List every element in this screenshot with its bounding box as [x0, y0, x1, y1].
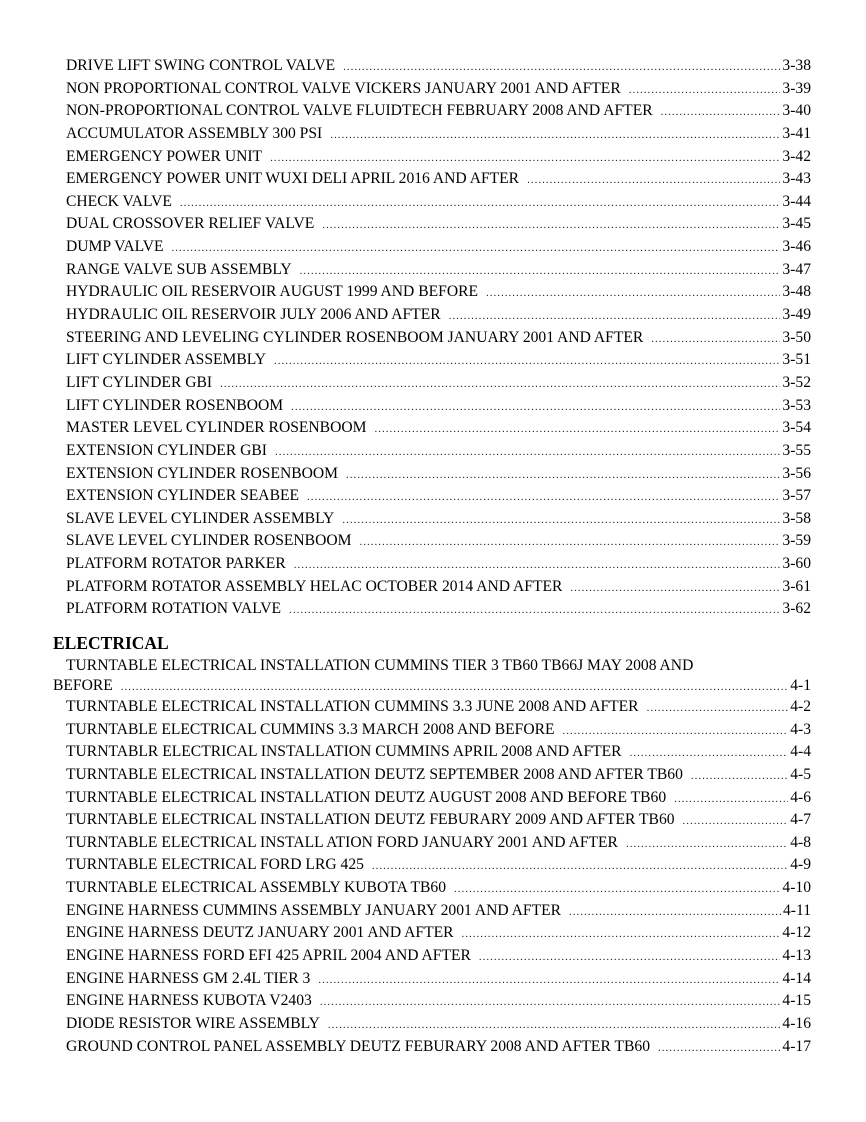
dot-leader	[658, 1037, 780, 1060]
toc-entry-title: PLATFORM ROTATOR PARKER	[66, 555, 286, 573]
toc-entry[interactable]	[66, 530, 811, 553]
toc-entry-title: EMERGENCY POWER UNIT WUXI DELI APRIL 2016 AND AFTER	[66, 170, 520, 188]
toc-entry-page: 4-16	[782, 1014, 811, 1032]
toc-entry[interactable]	[66, 372, 811, 395]
toc-entry[interactable]	[66, 945, 811, 968]
toc-entry-title: MASTER LEVEL CYLINDER ROSENBOOM	[66, 419, 367, 437]
toc-entry-page: 4-3	[790, 720, 811, 738]
toc-entry[interactable]	[66, 990, 811, 1013]
toc-entry[interactable]	[66, 55, 811, 78]
toc-entry-page: 3-40	[782, 102, 811, 120]
toc-entry-page: 3-51	[782, 351, 811, 369]
toc-entry-title: HYDRAULIC OIL RESERVOIR JULY 2006 AND AFTER	[66, 306, 441, 324]
toc-entry-title: ENGINE HARNESS KUBOTA V2403	[66, 992, 312, 1010]
toc-entry-page: 3-50	[782, 328, 811, 346]
toc-entry-page: 4-6	[790, 788, 811, 806]
dot-leader	[479, 946, 781, 969]
toc-entry-title: EXTENSION CYLINDER ROSENBOOM	[66, 464, 339, 482]
toc-entry[interactable]	[66, 440, 811, 463]
toc-entry[interactable]	[66, 146, 811, 169]
toc-entry-page: 4-8	[790, 833, 811, 851]
toc-entry[interactable]	[66, 168, 811, 191]
toc-entry-page: 3-60	[782, 555, 811, 573]
dot-leader	[626, 833, 788, 856]
dot-leader	[359, 531, 780, 554]
toc-entry-title: EMERGENCY POWER UNIT	[66, 147, 263, 165]
dot-leader	[328, 1014, 781, 1037]
toc-entry[interactable]	[66, 553, 811, 576]
toc-entry-title: DUAL CROSSOVER RELIEF VALVE	[66, 215, 315, 233]
toc-entry-title: DUMP VALVE	[66, 238, 164, 256]
toc-entry[interactable]	[66, 854, 811, 877]
toc-entry-page: 3-62	[782, 600, 811, 618]
toc-entry-page: 3-38	[782, 57, 811, 74]
toc-entry-title: TURNTABLE ELECTRICAL FORD LRG 425	[66, 856, 364, 874]
dot-leader	[270, 147, 780, 170]
toc-entry-page: 4-4	[790, 743, 811, 761]
toc-entry-page: 3-58	[782, 509, 811, 527]
toc-entry-title: TURNTABLE ELECTRICAL INSTALLATION DEUTZ SEPTEMBER 2008 AND AFTER TB60	[66, 765, 683, 783]
toc-entry-title: TURNTABLE ELECTRICAL ASSEMBLY KUBOTA TB60	[66, 879, 447, 897]
dot-leader	[291, 396, 780, 419]
dot-leader	[661, 101, 781, 124]
toc-entry[interactable]	[66, 327, 811, 350]
toc-entry-title: LIFT CYLINDER ROSENBOOM	[66, 396, 284, 414]
toc-entry-title: NON-PROPORTIONAL CONTROL VALVE FLUIDTECH FEBRUARY 2008 AND AFTER	[66, 102, 653, 120]
toc-entry-page: 3-52	[782, 373, 811, 391]
dot-leader	[570, 577, 780, 600]
toc-entry-page: 4-13	[782, 947, 811, 965]
toc-entry-page: 3-57	[782, 487, 811, 505]
dot-leader	[651, 328, 780, 351]
toc-entry-page: 4-10	[782, 879, 811, 897]
toc-entry-page: 4-2	[790, 698, 811, 715]
toc-entry-page: 4-1	[790, 677, 811, 694]
dot-leader	[629, 79, 781, 102]
toc-entry-page: 3-44	[782, 192, 811, 210]
dot-leader	[454, 878, 780, 901]
dot-leader	[220, 373, 780, 396]
dot-leader	[274, 350, 780, 373]
dot-leader	[346, 464, 780, 487]
toc-entry[interactable]	[66, 463, 811, 486]
dot-leader	[121, 677, 788, 697]
dot-leader	[307, 486, 780, 509]
toc-entry[interactable]	[66, 1036, 811, 1059]
toc-entry-title: TURNTABLE ELECTRICAL INSTALLATION CUMMINS TIER 3 TB60 TB66J MAY 2008 AND	[66, 657, 694, 674]
toc-entry-title: NON PROPORTIONAL CONTROL VALVE VICKERS JANUARY 2001 AND AFTER	[66, 79, 621, 97]
toc-entry[interactable]	[66, 696, 811, 719]
dot-leader	[569, 901, 781, 924]
toc-entry[interactable]	[66, 304, 811, 327]
toc-entry-title: SLAVE LEVEL CYLINDER ASSEMBLY	[66, 509, 335, 527]
toc-entry-page: 3-53	[782, 396, 811, 414]
dot-leader	[275, 441, 780, 464]
toc-entry[interactable]	[66, 787, 811, 810]
dot-leader	[527, 169, 780, 192]
toc-entry-title: SLAVE LEVEL CYLINDER ROSENBOOM	[66, 532, 352, 550]
toc-entry-title: ENGINE HARNESS DEUTZ JANUARY 2001 AND AFTER	[66, 924, 454, 942]
toc-entry[interactable]	[66, 764, 811, 787]
toc-entry-title: TURNTABLE ELECTRICAL INSTALLATION DEUTZ FEBURARY 2009 AND AFTER TB60	[66, 811, 675, 829]
toc-entry-page: 3-43	[782, 170, 811, 188]
toc-entry[interactable]	[66, 349, 811, 372]
toc-entry-title: LIFT CYLINDER GBI	[66, 373, 213, 391]
toc-entry-page: 3-61	[782, 577, 811, 595]
toc-entry[interactable]	[66, 485, 811, 508]
dot-leader	[563, 720, 789, 743]
dot-leader	[330, 124, 780, 147]
toc-entry-title: HYDRAULIC OIL RESERVOIR AUGUST 1999 AND BEFORE	[66, 283, 479, 301]
toc-entry-page: 4-12	[782, 924, 811, 942]
toc-entry[interactable]	[66, 508, 811, 531]
dot-leader	[172, 237, 781, 260]
toc-entry[interactable]	[66, 1013, 811, 1036]
toc-entry-page: 3-46	[782, 238, 811, 256]
toc-entry-title: DRIVE LIFT SWING CONTROL VALVE	[66, 57, 336, 74]
toc-entry[interactable]	[66, 741, 811, 764]
toc-entry-page: 3-42	[782, 147, 811, 165]
toc-entry-title: DIODE RESISTOR WIRE ASSEMBLY	[66, 1014, 320, 1032]
toc-entry-page: 4-11	[782, 901, 811, 919]
dot-leader	[691, 765, 788, 788]
dot-leader	[486, 282, 780, 305]
toc-entry-page: 4-7	[790, 811, 811, 829]
toc-entry-page: 4-17	[782, 1037, 811, 1055]
toc-entry-page: 3-54	[782, 419, 811, 437]
electrical-section-heading: ELECTRICAL	[53, 633, 169, 653]
dot-leader	[343, 56, 780, 79]
toc-entry-page: 3-47	[782, 260, 811, 278]
dot-leader	[289, 599, 780, 622]
toc-entry-page: 3-48	[782, 283, 811, 301]
toc-entry-title: EXTENSION CYLINDER GBI	[66, 441, 267, 459]
toc-entry[interactable]	[66, 236, 811, 259]
toc-entry[interactable]	[66, 719, 811, 742]
toc-entry-title: RANGE VALVE SUB ASSEMBLY	[66, 260, 292, 278]
toc-entry-page: 4-9	[790, 856, 811, 874]
toc-entry-title: ENGINE HARNESS CUMMINS ASSEMBLY JANUARY 2001 AND AFTER	[66, 901, 562, 919]
electrical-toc-list	[53, 656, 811, 1058]
toc-entry[interactable]	[53, 656, 811, 696]
toc-entry-title: TURNTABLE ELECTRICAL INSTALLATION CUMMINS 3.3 JUNE 2008 AND AFTER	[66, 698, 639, 715]
hydraulic-toc-list	[66, 55, 811, 621]
toc-entry[interactable]	[66, 832, 811, 855]
dot-leader	[318, 969, 780, 992]
dot-leader	[294, 554, 781, 577]
toc-entry-title: TURNTABLE ELECTRICAL INSTALL ATION FORD JANUARY 2001 AND AFTER	[66, 833, 618, 851]
toc-entry[interactable]	[66, 417, 811, 440]
toc-entry[interactable]	[66, 213, 811, 236]
toc-entry-page: 4-15	[782, 992, 811, 1010]
toc-entry[interactable]	[66, 900, 811, 923]
toc-entry-title: ACCUMULATOR ASSEMBLY 300 PSI	[66, 124, 323, 142]
toc-entry[interactable]	[66, 78, 811, 101]
toc-entry[interactable]	[66, 191, 811, 214]
toc-entry-title: LIFT CYLINDER ASSEMBLY	[66, 351, 267, 369]
toc-entry-page: 3-45	[782, 215, 811, 233]
toc-entry-page: 3-56	[782, 464, 811, 482]
dot-leader	[300, 260, 781, 283]
toc-entry-title: TURNTABLE ELECTRICAL CUMMINS 3.3 MARCH 2008 AND BEFORE	[66, 720, 555, 738]
toc-entry[interactable]	[66, 395, 811, 418]
toc-entry-page: 4-14	[782, 969, 811, 987]
toc-entry-title: EXTENSION CYLINDER SEABEE	[66, 487, 300, 505]
toc-entry[interactable]	[66, 576, 811, 599]
toc-entry-title-continued: BEFORE	[53, 677, 113, 694]
dot-leader	[674, 788, 788, 811]
dot-leader	[180, 192, 781, 215]
toc-entry-page: 4-5	[790, 765, 811, 783]
toc-entry[interactable]	[66, 598, 811, 621]
toc-entry-page: 3-39	[782, 79, 811, 97]
dot-leader	[320, 991, 781, 1014]
toc-entry[interactable]	[66, 877, 811, 900]
toc-entry-title: TURNTABLR ELECTRICAL INSTALLATION CUMMINS APRIL 2008 AND AFTER	[66, 743, 622, 761]
toc-entry-title: CHECK VALVE	[66, 192, 172, 210]
toc-entry-title: ENGINE HARNESS FORD EFI 425 APRIL 2004 AND AFTER	[66, 947, 471, 965]
dot-leader	[322, 214, 780, 237]
toc-entry-page: 3-59	[782, 532, 811, 550]
toc-entry-title: PLATFORM ROTATOR ASSEMBLY HELAC OCTOBER 2014 AND AFTER	[66, 577, 563, 595]
dot-leader	[342, 509, 780, 532]
toc-entry[interactable]	[66, 123, 811, 146]
toc-entry-title: PLATFORM ROTATION VALVE	[66, 600, 282, 618]
toc-entry-title: TURNTABLE ELECTRICAL INSTALLATION DEUTZ AUGUST 2008 AND BEFORE TB60	[66, 788, 667, 806]
toc-entry[interactable]	[66, 968, 811, 991]
dot-leader	[630, 742, 789, 765]
toc-entry[interactable]	[66, 259, 811, 282]
dot-leader	[372, 855, 788, 878]
toc-entry[interactable]	[66, 100, 811, 123]
dot-leader	[374, 418, 780, 441]
toc-entry-title: GROUND CONTROL PANEL ASSEMBLY DEUTZ FEBURARY 2008 AND AFTER TB60	[66, 1037, 650, 1055]
toc-entry-page: 3-41	[782, 124, 811, 142]
toc-entry-title: STEERING AND LEVELING CYLINDER ROSENBOOM JANUARY 2001 AND AFTER	[66, 328, 644, 346]
dot-leader	[462, 923, 781, 946]
toc-entry[interactable]	[66, 281, 811, 304]
dot-leader	[449, 305, 781, 328]
toc-entry-page: 3-49	[782, 306, 811, 324]
dot-leader	[647, 697, 789, 720]
toc-entry[interactable]	[66, 809, 811, 832]
dot-leader	[683, 810, 789, 833]
toc-entry[interactable]	[66, 922, 811, 945]
toc-entry-page: 3-55	[782, 441, 811, 459]
toc-entry-title: ENGINE HARNESS GM 2.4L TIER 3	[66, 969, 311, 987]
